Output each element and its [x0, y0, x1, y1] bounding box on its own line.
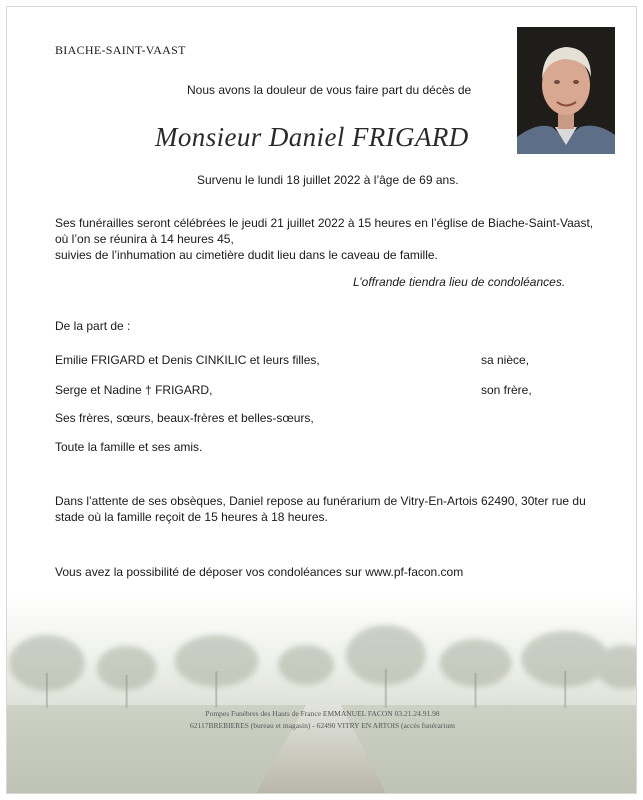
relative-name: Ses frères, sœurs, beaux-frères et belles-sœurs, [55, 411, 314, 425]
relative-name: Serge et Nadine † FRIGARD, [55, 383, 213, 397]
viewing-line: stade où la famille reçoit de 15 heures à 18 heures. [55, 510, 328, 524]
funeral-line: où l’on se réunira à 14 heures 45, [55, 232, 234, 246]
offering-note: L’offrande tiendra lieu de condoléances. [353, 275, 566, 289]
funeral-line: Ses funérailles seront célébrées le jeudi 21 juillet 2022 à 15 heures en l’église de Biache-Saint-Vaast, [55, 216, 594, 230]
footer-line: Pompes Funèbres des Hauts de France EMMANUEL FACON 03.21.24.91.98 [205, 709, 440, 718]
relative-name: Emilie FRIGARD et Denis CINKILIC et leurs filles, [55, 353, 320, 367]
funeral-home-footer [7, 708, 637, 732]
obituary-page [6, 6, 637, 794]
viewing-details [55, 493, 615, 525]
deceased-name: Monsieur Daniel FRIGARD [155, 122, 469, 152]
portrait-photo [517, 27, 615, 154]
relative-role: son frère, [481, 383, 532, 397]
relative-role: sa nièce, [481, 353, 530, 367]
funeral-details [55, 215, 605, 263]
intro-text: Nous avons la douleur de vous faire part du décès de [187, 83, 472, 97]
footer-line: 62117BREBIERES (bureau et magasin) - 62490 VITRY EN ARTOIS (accès funérarium [190, 721, 455, 730]
relative-name: Toute la famille et ses amis. [55, 440, 203, 454]
funeral-line: suivies de l’inhumation au cimetière dudit lieu dans le caveau de famille. [55, 248, 438, 262]
town-name: BIACHE-SAINT-VAAST [55, 43, 186, 57]
misty-landscape-background [7, 593, 636, 793]
from-label: De la part de : [55, 319, 131, 333]
date-of-death: Survenu le lundi 18 juillet 2022 à l’âge de 69 ans. [197, 173, 459, 187]
viewing-line: Dans l’attente de ses obsèques, Daniel repose au funérarium de Vitry-En-Artois 62490, 30ter rue du [55, 494, 586, 508]
condolences-note: Vous avez la possibilité de déposer vos condoléances sur www.pf-facon.com [55, 565, 464, 579]
